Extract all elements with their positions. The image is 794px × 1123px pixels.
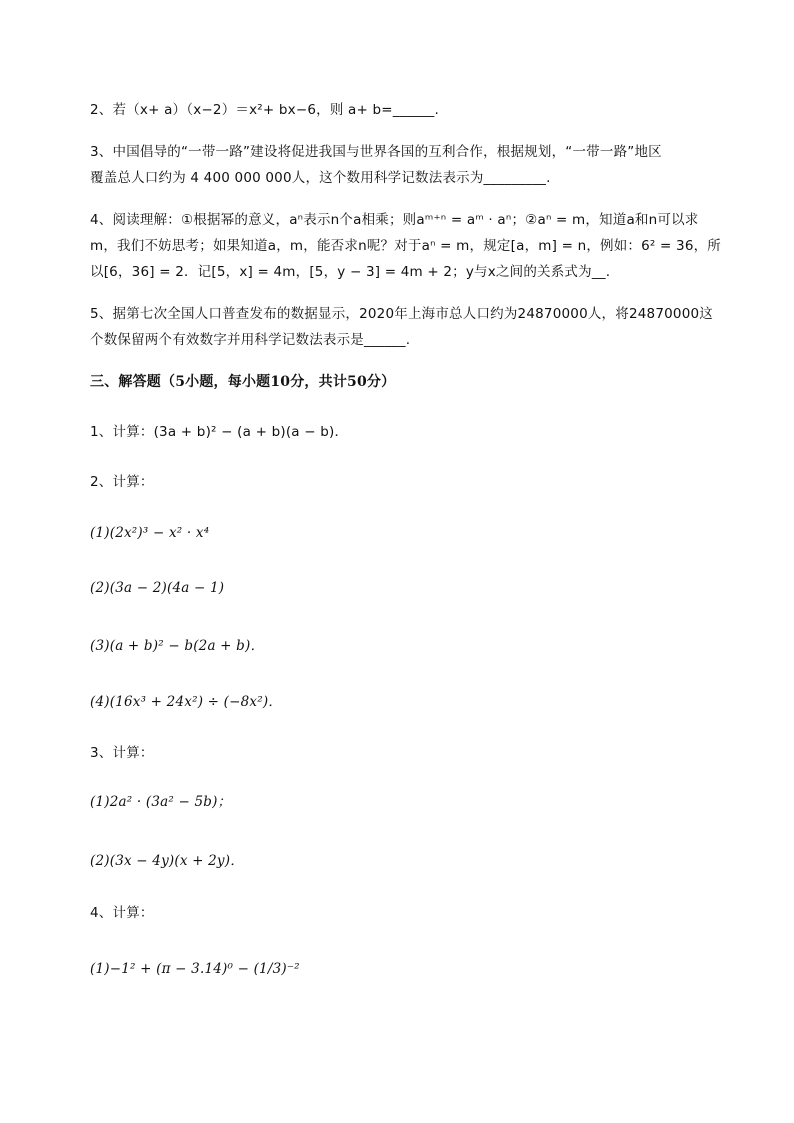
question-4-line-1: 4、阅读理解：①根据幂的意义，aⁿ表示n个a相乘；则aᵐ⁺ⁿ = aᵐ · aⁿ；②aⁿ = m，知道a和n可以求	[90, 212, 699, 228]
section-heading: 三、解答题（5小题，每小题10分，共计50分）	[90, 374, 396, 390]
question-2-fill-blank: 2、若（x+ a）（x−2）＝x²+ bx−6，则 a+ b=______.	[90, 102, 439, 118]
solve-question-2-part-1: (1)(2x²)³ − x² · x⁴	[90, 525, 210, 541]
solve-question-2-part-3: (3)(a + b)² − b(2a + b)．	[90, 638, 265, 654]
solve-question-3-part-2: (2)(3x − 4y)(x + 2y)．	[90, 853, 244, 869]
question-5-line-2: 个数保留两个有效数字并用科学记数法表示是______.	[90, 332, 411, 348]
question-3-line-1: 3、中国倡导的“一带一路”建设将促进我国与世界各国的互利合作，根据规划，“一带一路”地区	[90, 144, 662, 160]
question-5-line-1: 5、据第七次全国人口普查发布的数据显示，2020年上海市总人口约为24870000人，将24870000这	[90, 306, 713, 322]
question-4-line-3: 以[6，36] = 2．记[5，x] = 4m，[5，y − 3] = 4m + 2；y与x之间的关系式为__.	[90, 264, 611, 280]
solve-question-3-title: 3、计算：	[90, 745, 154, 761]
solve-question-2-part-2: (2)(3a − 2)(4a − 1)	[90, 580, 225, 596]
solve-question-4-title: 4、计算：	[90, 905, 154, 921]
solve-question-3-part-1: (1)2a² · (3a² − 5b)；	[90, 794, 232, 810]
solve-question-4-part-1: (1)−1² + (π − 3.14)⁰ − (1/3)⁻²	[90, 961, 300, 977]
question-3-line-2: 覆盖总人口约为 4 400 000 000人，这个数用科学记数法表示为_________.	[90, 170, 551, 186]
question-4-line-2: m，我们不妨思考；如果知道a，m，能否求n呢？对于aⁿ = m，规定[a，m] = n，例如：6² = 36，所	[90, 238, 722, 254]
solve-question-2-part-4: (4)(16x³ + 24x²) ÷ (−8x²)．	[90, 694, 283, 710]
solve-question-1: 1、计算：(3a + b)² − (a + b)(a − b)．	[90, 424, 349, 440]
solve-question-2-title: 2、计算：	[90, 474, 154, 490]
